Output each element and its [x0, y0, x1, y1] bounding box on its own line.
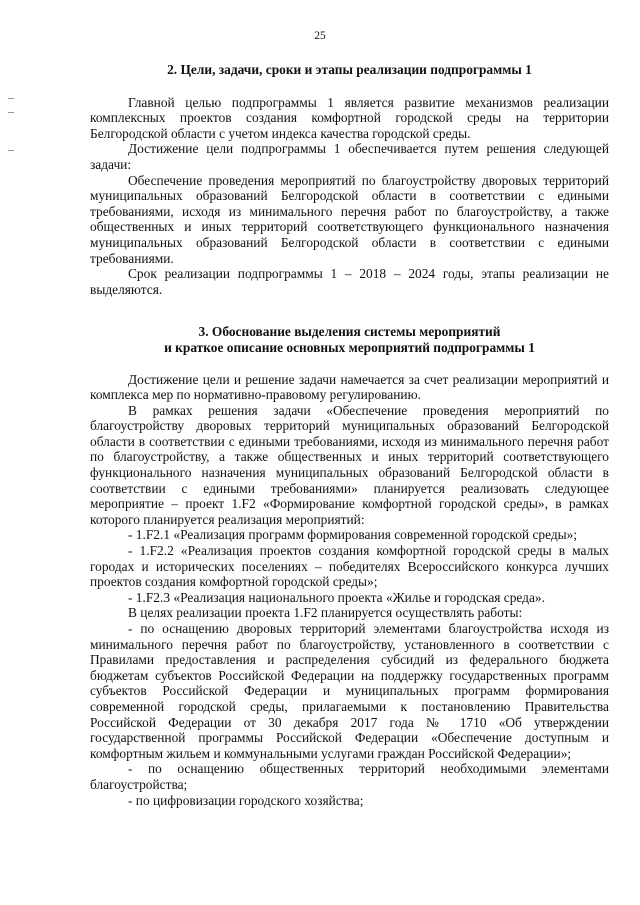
- paragraph: Достижение цели подпрограммы 1 обеспечивается путем решения следующей задачи:: [90, 141, 609, 172]
- list-item: - по оснащению дворовых территорий элементами благоустройства исходя из минимального перечня работ по благоустройству, установленного в соответствии с Правилами предоставления и распределения субсидий из федерального бюджета бюджетам субъектов Российской Федерации на поддержку государственных программ субъектов Российской Федерации и муниципальных программ формирования современной городской среды, прилагаемыми к постановлению Правительства Российской Федерации от 30 декабря 2017 года № 1710 «Об утверждении государственной программы Российской Федерации «Обеспечение доступным и комфортным жильем и коммунальными услугами граждан Российской Федерации»;: [90, 621, 609, 761]
- list-item: - 1.F2.1 «Реализация программ формирования современной городской среды»;: [128, 527, 578, 543]
- list-item: - 1.F2.2 «Реализация проектов создания комфортной городской среды в малых городах и исторических поселениях – победителях Всероссийского конкурса лучших проектов создания комфортной городской среды»;: [90, 543, 609, 590]
- section-2-title: 2. Цели, задачи, сроки и этапы реализации подпрограммы 1: [167, 62, 532, 77]
- margin-mark: [8, 98, 14, 99]
- margin-mark: [8, 150, 14, 151]
- section-3-title-line2: и краткое описание основных мероприятий подпрограммы 1: [164, 339, 535, 355]
- paragraph: Срок реализации подпрограммы 1 – 2018 – 2024 годы, этапы реализации не выделяются.: [90, 266, 609, 297]
- paragraph: В целях реализации проекта 1.F2 планируется осуществлять работы:: [128, 605, 523, 621]
- list-item: - по оснащению общественных территорий необходимыми элементами благоустройства;: [90, 761, 609, 792]
- section-3-title-line1: 3. Обоснование выделения системы мероприятий: [198, 324, 501, 340]
- list-item: - 1.F2.3 «Реализация национального проекта «Жилье и городская среда».: [128, 589, 545, 605]
- list-item: - по цифровизации городского хозяйства;: [128, 792, 364, 808]
- margin-mark: [8, 112, 14, 113]
- paragraph: Главной целью подпрограммы 1 является развитие механизмов реализации комплексных проектов создания комфортной городской среды на территории Белгородской области с учетом индекса качества городской среды.: [90, 94, 609, 141]
- document-body: [90, 62, 609, 808]
- paragraph: Достижение цели и решение задачи намечается за счет реализации мероприятий и комплекса мер по нормативно-правовому регулированию.: [90, 371, 609, 403]
- paragraph: Обеспечение проведения мероприятий по благоустройству дворовых территорий муниципальных образований Белгородской области в соответствии с едиными требованиями, исходя из минимального перечня работ по благоустройству, а также общественных и иных территорий соответствующего функционального назначения муниципальных образований Белгородской области в соответствии с едиными требованиями.: [90, 172, 609, 266]
- section-3-heading: [90, 324, 609, 355]
- page-number: 25: [314, 30, 326, 42]
- paragraph: В рамках решения задачи «Обеспечение проведения мероприятий по благоустройству дворовых территорий муниципальных образований Белгородской области в соответствии с едиными требованиями, исходя из минимального перечня работ по благоустройству, а также общественных и иных территорий соответствующего функционального назначения муниципальных образований Белгородской области в соответствии с едиными требованиями» планируется реализовать следующее мероприятие – проект 1.F2 «Формирование комфортной городской среды», в рамках которого планируется реализация мероприятий:: [90, 402, 609, 527]
